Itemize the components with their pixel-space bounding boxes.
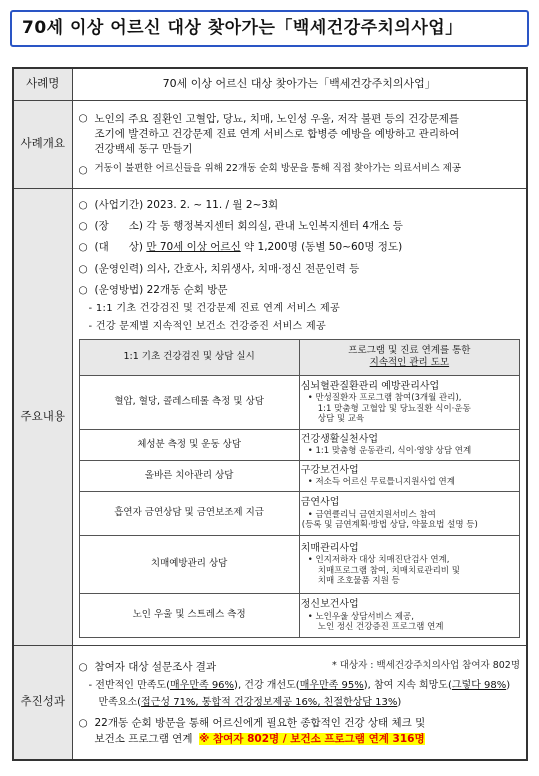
overview-label: 사례개요 bbox=[13, 100, 72, 188]
survey-result-line-1 bbox=[79, 679, 521, 693]
program-item: • 인지저하자 대상 치매진단검사 연계, bbox=[307, 555, 450, 566]
document-title: 70세 이상 어르신 대상 찾아가는「백세건강주치의사업」 bbox=[10, 10, 529, 47]
method-sub-2: - 건강 문제별 지속적인 보건소 건강증진 서비스 제공 bbox=[88, 321, 326, 333]
overview-bullet-2 bbox=[79, 163, 521, 177]
overview-bullet-1 bbox=[79, 111, 521, 158]
row-left-cell: 혈압, 혈당, 콜레스테롤 측정 및 상담 bbox=[79, 375, 299, 429]
program-item: 1:1 맞춤형 고혈압 및 당뇨질환 식이·운동 bbox=[317, 403, 471, 414]
program-item: • 노인우울 상담서비스 제공, bbox=[307, 611, 414, 622]
circle-bullet-icon: ○ bbox=[78, 199, 88, 212]
visit-item bbox=[79, 716, 521, 746]
table-row bbox=[79, 491, 520, 535]
result-text: ), 참여 지속 희망도( bbox=[363, 679, 452, 691]
period-text: (사업기간) 2023. 2. ~ 11. / 월 2~3회 bbox=[94, 199, 279, 212]
table-row bbox=[79, 460, 520, 491]
row-left-cell: 체성분 측정 및 운동 상담 bbox=[79, 429, 299, 460]
result-text: ), 건강 개선도( bbox=[234, 679, 300, 691]
program-title: 건강생활실천사업 bbox=[300, 433, 379, 445]
staff-text: (운영인력) 의사, 간호사, 치위생사, 치매·정신 전문인력 등 bbox=[94, 262, 360, 275]
period-item bbox=[79, 198, 521, 212]
overview-content bbox=[72, 100, 527, 188]
program-title: 심뇌혈관질환관리 예방관리사업 bbox=[300, 380, 440, 392]
result-text: ) bbox=[397, 697, 402, 709]
row-right-cell bbox=[299, 429, 519, 460]
result-underlined: 매우만족 96% bbox=[170, 679, 235, 691]
program-item: • 금연클리닉 금연지원서비스 참여 bbox=[307, 509, 436, 520]
circle-bullet-icon: ○ bbox=[78, 661, 88, 674]
results-label: 추진성과 bbox=[13, 645, 72, 760]
survey-title: 참여자 대상 설문조사 결과 bbox=[94, 661, 217, 674]
program-item: (등록 및 금연계획·방법 상담, 약물요법 설명 등) bbox=[301, 520, 478, 531]
program-item: 상담 및 교육 bbox=[317, 414, 365, 425]
visit-text: 보건소 프로그램 연계 bbox=[94, 732, 200, 745]
place-item bbox=[79, 219, 521, 233]
place-text: (장 소) 각 동 행정복지센터 회의실, 관내 노인복지센터 4개소 등 bbox=[94, 220, 403, 233]
table-row bbox=[79, 593, 520, 637]
method-sub-1: - 1:1 기초 건강검진 및 건강문제 진료 연계 서비스 제공 bbox=[88, 302, 340, 314]
target-prefix: (대 상) bbox=[94, 241, 147, 254]
result-text: 만족요소( bbox=[98, 697, 142, 709]
overview-text-line: 거동이 불편한 어르신들을 위해 22개동 순회 방문을 통해 직접 찾아가는 의료서비스 제공 bbox=[94, 163, 462, 175]
row-right-cell bbox=[299, 375, 519, 429]
program-item: 치매프로그램 참여, 치매치료관리비 및 bbox=[317, 565, 460, 576]
circle-bullet-icon: ○ bbox=[78, 220, 88, 233]
table-row bbox=[79, 535, 520, 593]
program-item: • 저소득 어르신 무료틀니지원사업 연계 bbox=[307, 477, 455, 488]
result-text: - 전반적인 만족도( bbox=[88, 679, 170, 691]
target-suffix: 약 1,200명 (동별 50~60명 정도) bbox=[240, 241, 403, 254]
row-left-cell: 흡연자 금연상담 및 금연보조제 지급 bbox=[79, 491, 299, 535]
result-underlined: 그렇다 98% bbox=[451, 679, 507, 691]
program-title: 치매관리사업 bbox=[300, 542, 359, 554]
result-underlined: 접근성 71%, 통합적 건강정보제공 16%, 친절한상담 13% bbox=[141, 697, 398, 709]
survey-result-line-2 bbox=[79, 696, 521, 710]
program-title: 정신보건사업 bbox=[300, 599, 359, 611]
target-underlined: 만 70세 이상 어르신 bbox=[146, 241, 241, 254]
result-underlined: 매우만족 95% bbox=[299, 679, 364, 691]
table-row bbox=[79, 375, 520, 429]
target-item bbox=[79, 240, 521, 254]
circle-bullet-icon: ○ bbox=[78, 241, 88, 254]
results-content bbox=[72, 645, 527, 760]
main-content bbox=[72, 188, 527, 645]
circle-bullet-icon: ○ bbox=[78, 283, 88, 296]
table-row bbox=[79, 429, 520, 460]
survey-item bbox=[79, 660, 521, 674]
program-item: 노인 정신 건강증진 프로그램 연계 bbox=[317, 622, 444, 633]
overview-text-line: 노인의 주요 질환인 고혈압, 당뇨, 치매, 노인성 우울, 저작 불편 등의 건강문제를 bbox=[94, 112, 459, 125]
visit-text: 22개동 순회 방문을 통해 어르신에게 필요한 종합적인 건강 상태 체크 및 bbox=[94, 716, 426, 729]
row-left-cell: 올바른 치아관리 상담 bbox=[79, 460, 299, 491]
head-right-line: 지속적인 관리 도모 bbox=[369, 357, 450, 369]
program-table-head-left: 1:1 기초 건강검진 및 상담 실시 bbox=[79, 339, 299, 375]
row-left-cell: 치매예방관리 상담 bbox=[79, 535, 299, 593]
overview-text-line: 조기에 발견하고 건강문제 진료 연계 서비스로 합병증 예방을 예방하고 관리하여 bbox=[94, 127, 460, 140]
case-name-label: 사례명 bbox=[13, 68, 72, 100]
main-content-label: 주요내용 bbox=[13, 188, 72, 645]
method-text: (운영방법) 22개동 순회 방문 bbox=[94, 283, 228, 296]
head-right-line: 프로그램 및 진료 연계를 통한 bbox=[348, 344, 471, 356]
result-text: ) bbox=[506, 679, 511, 691]
row-left-cell: 노인 우울 및 스트레스 측정 bbox=[79, 593, 299, 637]
program-item: 치매 조호물품 지원 등 bbox=[317, 576, 400, 587]
survey-note: * 대상자 : 백세건강주치의사업 참여자 802명 bbox=[331, 660, 520, 672]
program-item: • 1:1 맞춤형 운동관리, 식이·영양 상담 연계 bbox=[307, 446, 472, 457]
overview-text-line: 건강백세 동구 만들기 bbox=[94, 143, 193, 155]
program-table-head-right bbox=[299, 339, 519, 375]
program-title: 구강보건사업 bbox=[300, 464, 359, 476]
circle-bullet-icon: ○ bbox=[78, 262, 88, 275]
method-item bbox=[79, 283, 521, 297]
case-name-value: 70세 이상 어르신 대상 찾아가는「백세건강주치의사업」 bbox=[72, 68, 527, 100]
row-right-cell bbox=[299, 535, 519, 593]
case-table bbox=[12, 67, 528, 761]
row-right-cell bbox=[299, 460, 519, 491]
highlight-note: ※ 참여자 802명 / 보건소 프로그램 연계 316명 bbox=[199, 732, 425, 745]
program-item: • 만성질환자 프로그램 참여(3개월 관리), bbox=[307, 393, 462, 404]
circle-bullet-icon: ○ bbox=[78, 164, 88, 177]
circle-bullet-icon: ○ bbox=[78, 716, 88, 729]
program-table bbox=[79, 339, 521, 638]
program-title: 금연사업 bbox=[300, 497, 340, 509]
circle-bullet-icon: ○ bbox=[78, 111, 88, 124]
row-right-cell bbox=[299, 593, 519, 637]
staff-item bbox=[79, 262, 521, 276]
row-right-cell bbox=[299, 491, 519, 535]
